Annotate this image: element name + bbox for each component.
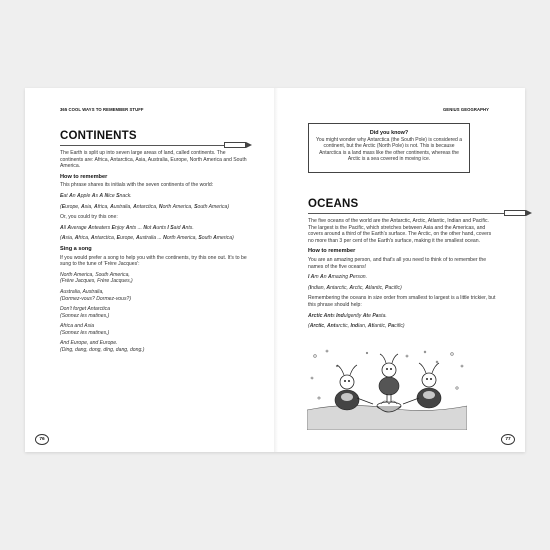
mnemonic-initial: A <box>67 224 72 231</box>
mnemonic-word: sia, <box>84 203 94 210</box>
mnemonic-initial: A <box>60 224 64 231</box>
title-underline <box>60 145 224 146</box>
book-spread <box>25 88 525 452</box>
mnemonic-initial: I A <box>308 274 315 281</box>
mnemonic-initial: I S <box>167 224 174 231</box>
mnemonic-word: ndian, <box>311 284 327 291</box>
mnemonic-word: ot <box>147 224 153 231</box>
mnemonic-initial: I <box>309 284 312 291</box>
mnemonic-initial: N <box>163 235 167 242</box>
mnemonic-word: ntarctica, <box>94 235 117 242</box>
mnemonic-word: ntarctica, <box>136 203 159 210</box>
mnemonic-initial: E <box>61 203 66 210</box>
oceans-intro: The five oceans of the world are the Antarctic, Arctic, Atlantic, Indian and Pacific. The largest is the Pacific, which stretches between Asia and the Americas, and covers around a third of the Earth's surface. The Arctic, on the other hand, covers no more than 3 per cent of the Earth's surface, making it the smallest ocean. <box>308 218 492 244</box>
mnemonic-word: erson. <box>352 274 368 281</box>
mnemonic-word: urope, <box>120 235 136 242</box>
oceans-mnemonic-1 <box>308 274 498 281</box>
mnemonic-initial: A <box>77 192 81 199</box>
song-verse: And Europe, and Europe. (Ding, dang, dong, ding, dang, dong.) <box>60 340 145 354</box>
mnemonic-word: ( <box>308 284 310 291</box>
mnemonic-word: arctic, <box>335 323 351 330</box>
mnemonic-word: rctic, <box>353 284 366 291</box>
mnemonic-word: aid <box>173 224 182 231</box>
mnemonic-initial: At <box>362 312 369 319</box>
page-number-left: 76 <box>35 434 49 445</box>
running-head-right: GENIUS GEOGRAPHY <box>442 107 489 112</box>
mnemonic-initial: Pa <box>372 312 379 319</box>
continents-mnemonic-1-expansion <box>60 204 248 211</box>
mnemonic-word: ( <box>60 235 62 242</box>
mnemonic-initial: N <box>104 192 109 199</box>
mnemonic-word: ice <box>108 192 117 199</box>
size-order-text: Remembering the oceans in size order from smallest to largest is a little trickier, but this phrase should help: <box>308 295 496 308</box>
did-you-know-title: Did you know? <box>369 130 409 136</box>
mnemonic-word: acific <box>388 284 401 291</box>
mnemonic-word: sta. <box>378 312 387 319</box>
how-to-remember-text: You are an amazing person, and that's all you need to think of to remember the names of the five oceans! <box>308 256 487 270</box>
did-you-know-box <box>308 123 470 173</box>
sing-a-song-heading: Sing a song <box>60 245 92 252</box>
pencil-tip-icon <box>526 210 532 216</box>
mnemonic-initial: A <box>365 284 369 291</box>
mnemonic-word: tlantic, <box>368 284 386 291</box>
mnemonic-word: ( <box>308 323 310 330</box>
continents-body <box>60 150 248 358</box>
mnemonic-initial: A <box>94 203 98 210</box>
song-verse: North America, South America, (Frère Jacques, Frère Jacques,) <box>60 271 133 285</box>
right-page <box>275 88 525 452</box>
oceans-mnemonic-1-expansion <box>308 285 498 292</box>
continents-title: CONTINENTS <box>60 130 137 142</box>
mnemonic-word: cific <box>394 323 403 330</box>
mnemonic-word: orth America, <box>166 235 199 242</box>
mnemonic-initial: A <box>349 284 354 291</box>
mnemonic-initial: A <box>74 235 79 242</box>
song-verses <box>60 272 248 354</box>
mnemonic-word: nts ... <box>129 224 144 231</box>
mnemonic-initial: E <box>60 192 64 199</box>
mnemonic-initial: A <box>326 284 331 291</box>
continents-mnemonic-2 <box>60 225 248 232</box>
mnemonic-word: m <box>314 274 320 281</box>
mnemonic-initial: A <box>327 274 332 281</box>
how-to-remember-heading: How to remember <box>60 173 108 180</box>
mnemonic-initial: A <box>135 235 140 242</box>
mnemonic-initial: P <box>349 274 353 281</box>
mnemonic-word: n <box>72 192 78 199</box>
mnemonic-word: unts <box>156 224 168 231</box>
sing-a-song-text: If you would prefer a song to help you with the continents, try this one out. It's to be sung to the tune of 'Frère Jacques': <box>60 254 247 268</box>
mnemonic-initial: Ind <box>336 312 344 319</box>
mnemonic-word: ulgently <box>343 312 363 319</box>
pencil-icon <box>224 142 246 148</box>
or-text: Or, you could try this one: <box>60 214 118 221</box>
mnemonic-word: orth America, <box>162 203 195 210</box>
mnemonic-word: ian, <box>358 323 368 330</box>
pencil-icon <box>504 210 526 216</box>
mnemonic-word: ( <box>60 203 62 210</box>
mnemonic-word: e <box>368 312 373 319</box>
oceans-mnemonic-2-expansion <box>308 323 498 330</box>
mnemonic-word: ) <box>400 284 402 291</box>
mnemonic-initial: Ind <box>350 323 359 330</box>
mnemonic-initial: A <box>320 274 324 281</box>
mnemonic-initial: A <box>61 235 66 242</box>
mnemonic-initial: A <box>88 224 92 231</box>
mnemonic-word: lantic, <box>373 323 388 330</box>
mnemonic-initial: S <box>194 203 198 210</box>
mnemonic-initial: E <box>116 235 121 242</box>
running-head-left: 365 COOL WAYS TO REMEMBER STUFF <box>60 107 144 112</box>
mnemonic-initial: E <box>111 224 115 231</box>
continents-intro: The Earth is split up into seven large areas of land, called continents. The continents are: Africa, Antarctica, Asia, Australia, Europe, North America and South America. <box>60 150 247 170</box>
mnemonic-initial: A <box>91 192 96 199</box>
how-to-remember-heading: How to remember <box>308 248 356 255</box>
mnemonic-initial: A <box>80 203 85 210</box>
continents-mnemonic-1 <box>60 193 248 200</box>
mnemonic-initial: S <box>116 192 120 199</box>
mnemonic-initial: Arctic Ant <box>308 312 333 319</box>
mnemonic-initial: A <box>90 235 95 242</box>
mnemonic-word: verage <box>71 224 89 231</box>
mnemonic-word: ntarctic, <box>330 284 350 291</box>
mnemonic-word: s <box>95 192 100 199</box>
oceans-mnemonic-2 <box>308 313 498 320</box>
mnemonic-initial: A <box>99 192 104 199</box>
mnemonic-word: ) <box>227 203 230 210</box>
mnemonic-initial: A <box>125 224 130 231</box>
how-to-remember-text: This phrase shares its initials with the seven continents of the world: <box>60 182 214 189</box>
mnemonic-word: merica <box>216 235 233 242</box>
mnemonic-initial: At <box>367 323 374 330</box>
mnemonic-word: ) <box>232 235 234 242</box>
continents-mnemonic-2-expansion <box>60 235 248 242</box>
mnemonic-initial: A <box>133 203 137 210</box>
song-verse: Africa and Asia (Sonnez les matines,) <box>60 323 110 336</box>
pencil-tip-icon <box>246 142 252 148</box>
mnemonic-initial: P <box>385 284 389 291</box>
oceans-title: OCEANS <box>308 198 359 210</box>
oceans-body <box>308 218 498 334</box>
mnemonic-initial: N <box>143 224 147 231</box>
mnemonic-initial: A <box>110 203 114 210</box>
mnemonic-word: outh <box>201 235 214 242</box>
mnemonic-initial: A <box>181 224 186 231</box>
mnemonic-initial: S <box>198 235 202 242</box>
mnemonic-word: frica, <box>97 203 111 210</box>
title-underline <box>308 213 504 214</box>
mnemonic-word: nack. <box>119 192 132 199</box>
mnemonic-word: at <box>63 192 70 199</box>
mnemonic-word: mazing <box>331 274 350 281</box>
page-number-right: 77 <box>501 434 515 445</box>
mnemonic-initial: Arctic <box>309 323 325 330</box>
mnemonic-word: pple <box>80 192 92 199</box>
mnemonic-word: nteaters <box>91 224 112 231</box>
ants-pasta-illustration <box>307 348 467 430</box>
did-you-know-text: You might wonder why Antarctica (the South Pole) is considered a continent, but the Arctic (North Pole) is not. This is because Antarctica is a land mass like the other continents, whereas the Arctic is a sea covered in moving ice. <box>315 137 462 162</box>
mnemonic-initial: A <box>69 192 73 199</box>
mnemonic-word: sia, <box>65 235 75 242</box>
mnemonic-word: ustralia ... <box>139 235 164 242</box>
mnemonic-word: outh America <box>197 203 228 210</box>
mnemonic-initial: Ant <box>327 323 336 330</box>
mnemonic-word: n <box>323 274 328 281</box>
left-page <box>25 88 275 452</box>
mnemonic-initial: A <box>213 235 217 242</box>
mnemonic-initial: A <box>152 224 157 231</box>
mnemonic-word: njoy <box>114 224 126 231</box>
mnemonic-word: ustralia, <box>113 203 134 210</box>
song-verse: Don't forget Antarctica (Sonnez les matines,) <box>60 306 111 319</box>
song-verse: Australia, Australia, (Dormez-vous? Dormez-vous?) <box>60 288 132 302</box>
mnemonic-word: , <box>324 323 327 330</box>
mnemonic-word: urope, <box>65 203 81 210</box>
mnemonic-initial: N <box>158 203 163 210</box>
mnemonic-word: nts. <box>185 224 194 231</box>
mnemonic-word: s <box>332 312 337 319</box>
mnemonic-word: frica, <box>78 235 91 242</box>
mnemonic-word: ) <box>402 323 405 330</box>
mnemonic-word: ll <box>63 224 68 231</box>
mnemonic-initial: Pa <box>387 323 395 330</box>
